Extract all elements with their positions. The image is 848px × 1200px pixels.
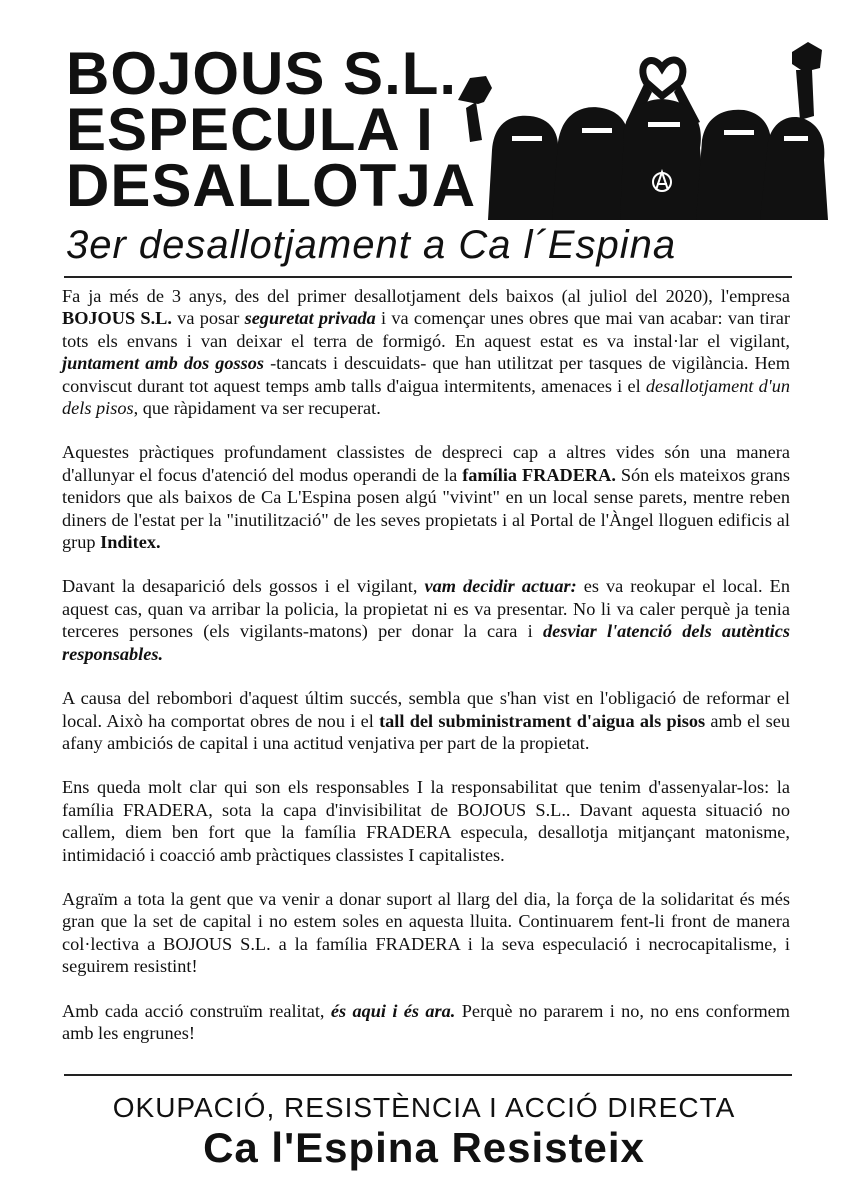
text-run: Agraïm a tota la gent que va venir a donar suport al llarg del dia, la força de la solidaritat és més gran que la set de capital i no estem soles en aquesta lluita. Continuarem fent-li front de manera col·lectiva a BOJOUS S.L. a la família FRADERA i la seva especulació i necrocapitalisme, i seguirem resistint! (62, 888, 790, 977)
bottom-divider (64, 1074, 792, 1076)
paragraph (62, 575, 790, 665)
text-run: Inditex. (100, 532, 161, 553)
text-run: vam decidir actuar: (424, 576, 577, 597)
article-body (62, 285, 790, 1066)
footer-signature: Ca l'Espina Resisteix (203, 1124, 645, 1171)
text-run: Fa ja més de 3 anys, des del primer desallotjament dels baixos (al juliol del 2020), l'empresa (62, 286, 790, 306)
raised-fist-icon (792, 42, 822, 120)
title-line-2: ESPECULA I (66, 96, 434, 163)
paragraph (62, 687, 790, 754)
text-run: -tancats i descuidats- que han utilitzat per tasques de vigilància. Hem conviscut durant tot aquest temps amb talls d'aigua intermitents, amenaces i el (62, 353, 790, 396)
text-run: va posar (171, 308, 245, 329)
text-run: tall del subministrament d'aigua als pisos (379, 710, 706, 731)
paragraph (62, 1000, 790, 1045)
text-run: desallotjament d'un dels pisos (62, 375, 790, 419)
protest-crowd-icon (448, 30, 828, 220)
text-run: juntament amb dos gossos (62, 353, 265, 374)
text-run: és aqui i és ara. (330, 1000, 456, 1021)
footer-slogan: OKUPACIÓ, RESISTÈNCIA I ACCIÓ DIRECTA (112, 1092, 736, 1123)
text-run: , que ràpidament va ser recuperat. (133, 398, 381, 419)
page-title (66, 40, 477, 219)
paragraph (62, 888, 790, 978)
raised-fist-icon (458, 76, 492, 142)
text-run: BOJOUS S.L. (62, 308, 172, 329)
paragraph (62, 285, 790, 419)
text-run: Aquestes pràctiques profundament classistes de despreci cap a altres vides són una manera d'allunyar el focus d'atenció del modus operandi de la (62, 442, 790, 485)
text-run: seguretat privada (244, 308, 376, 329)
paragraph (62, 441, 790, 553)
text-run: amb el seu afany ambiciós de capital i una actitud venjativa per part de la propietat. (62, 710, 790, 753)
text-run: es va reokupar el local. En aquest cas, quan va arribar la policia, la propietat ni es va presentar. No li va caler perquè ja tenia terceres persones (els vigilants-matons) per donar la cara i (62, 576, 790, 642)
text-run: Són els mateixos grans tenidors que als baixos de Ca L'Espina posen algú "vivint" en un local sense parets, mentre reben diners de l'estat per la "inutilització" de les seves propietats i al Portal de l'Àngel lloguen edificis al grup (62, 464, 790, 553)
title-line-3: DESALLOTJA (66, 152, 477, 219)
top-divider (64, 276, 792, 278)
text-run: Amb cada acció construïm realitat, (62, 1000, 331, 1021)
subtitle: 3er desallotjament a Ca l´Espina (66, 223, 677, 267)
hooded-figures (488, 99, 828, 220)
paragraph (62, 776, 790, 866)
text-run: Ens queda molt clar qui son els responsables I la responsabilitat que tenim d'assenyalar-los: la família FRADERA, sota la capa d'invisibilitat de BOJOUS S.L.. Davant aquesta situació no callem, diem ben fort que la família FRADERA especula, desallotja mitjançant matonisme, intimidació i coacció amb pràctiques classistes I capitalistes. (62, 777, 790, 865)
text-run: Davant la desaparició dels gossos i el vigilant, (62, 576, 425, 597)
text-run: i va començar unes obres que mai van acabar: van tirar tots els envans i van deixar el terra de formigó. En aquest estat es va instal·lar el vigilant, (62, 308, 790, 351)
text-run: desviar l'atenció dels autèntics responsables. (62, 621, 790, 664)
text-run: família FRADERA. (462, 464, 616, 485)
text-run: Perquè no pararem i no, no ens conformem amb les engrunes! (62, 1000, 790, 1043)
title-line-1: BOJOUS S.L. (66, 40, 458, 107)
text-run: A causa del rebombori d'aquest últim succés, sembla que s'han vist en l'obligació de reformar el local. Això ha comportat obres de nou i el (62, 688, 790, 731)
